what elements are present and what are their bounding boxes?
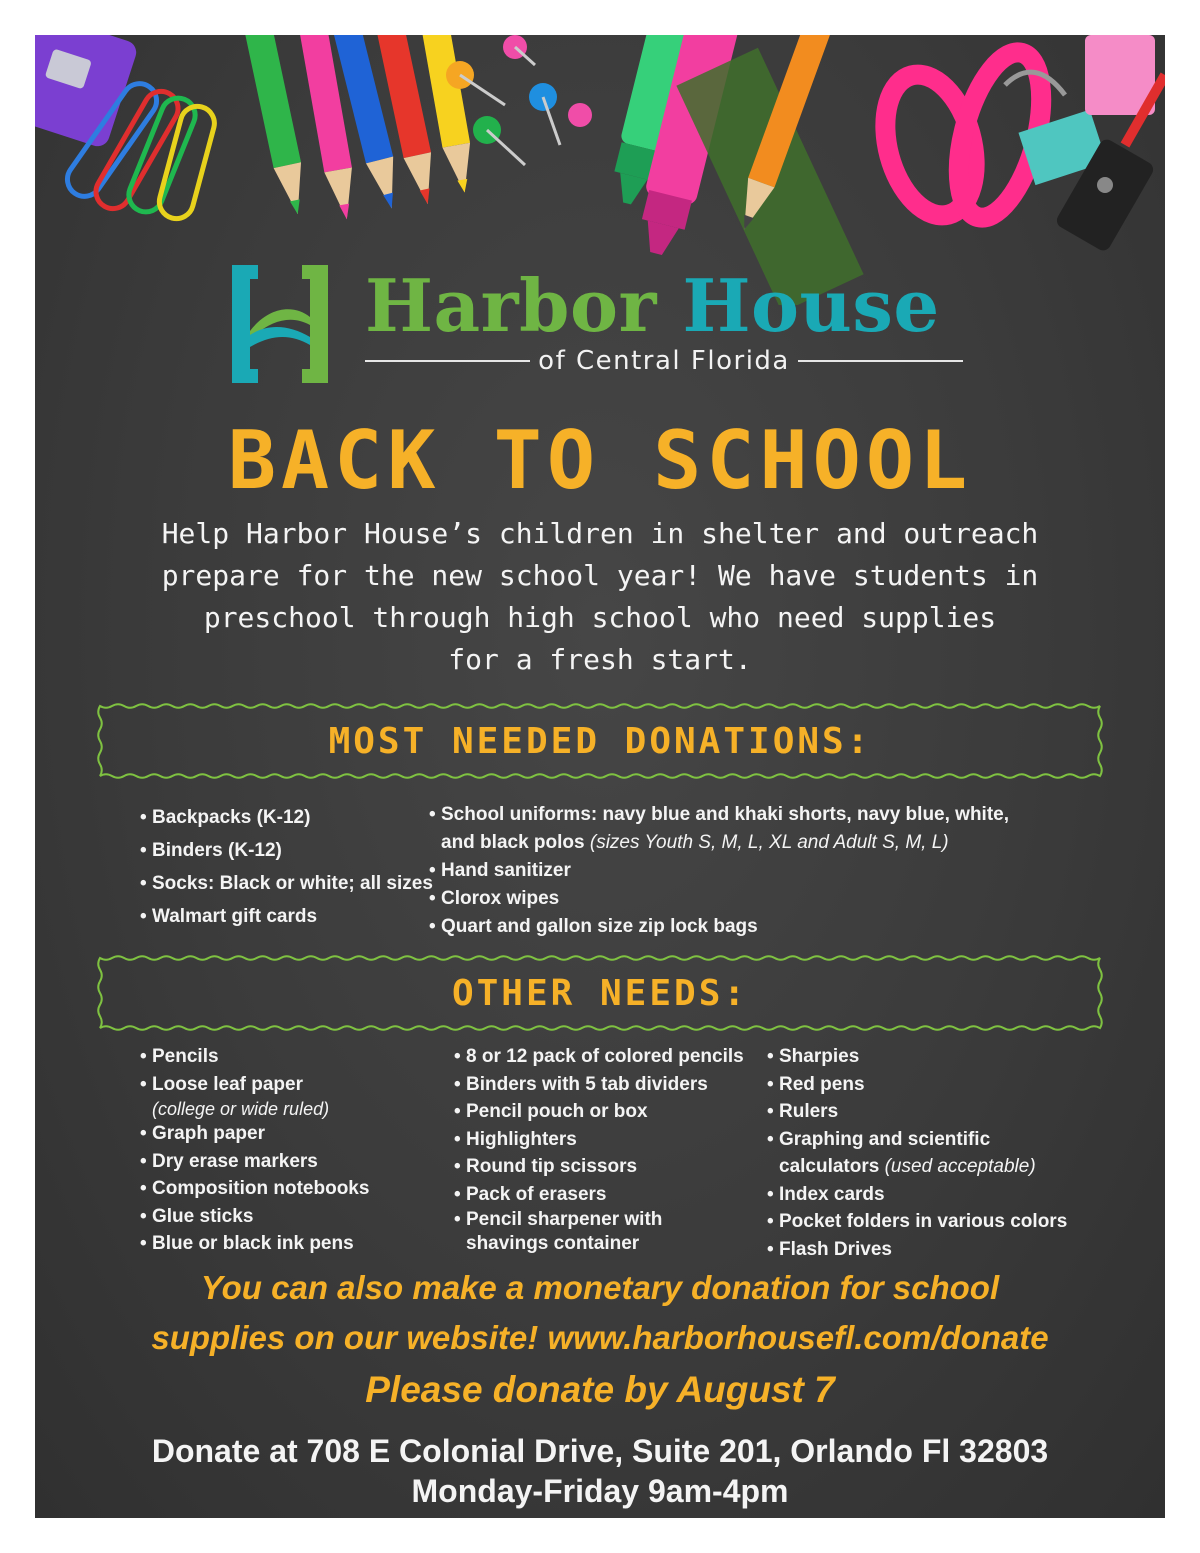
list-item: • Binders (K-12) — [140, 834, 433, 867]
list-item: • Pencil pouch or box — [454, 1098, 744, 1126]
calculators-line-1: Graphing and scientific — [779, 1128, 991, 1150]
list-item: • Graph paper — [140, 1120, 369, 1148]
harbor-house-logo-icon — [230, 265, 330, 383]
uniforms-line-1: School uniforms: navy blue and khaki shorts, navy blue, white, — [441, 804, 1010, 825]
org-name-harbor: Harbor — [365, 263, 657, 348]
list-item: • Round tip scissors — [454, 1153, 744, 1181]
list-item: • Socks: Black or white; all sizes — [140, 867, 433, 900]
promo-line-2: supplies on our website! www.harborhousefl.com/donate — [151, 1319, 1049, 1356]
most-needed-frame — [95, 701, 1105, 781]
intro-line-3: preschool through high school who need supplies — [203, 601, 997, 634]
organization-name — [365, 261, 940, 351]
list-item-calculators — [767, 1126, 1067, 1181]
uniforms-sizes-note: (sizes Youth S, M, L, XL and Adult S, M, L) — [589, 832, 949, 853]
list-item: • Hand sanitizer — [429, 857, 1009, 885]
intro-line-4: for a fresh start. — [448, 643, 752, 676]
list-item: • Flash Drives — [767, 1236, 1067, 1264]
other-needs-list-col1 — [140, 1043, 369, 1258]
monetary-donation-note — [35, 1263, 1165, 1363]
uniforms-line-2: and black polos — [441, 832, 585, 853]
colored-pencils-icon — [238, 35, 478, 222]
list-item: • Red pens — [767, 1071, 1067, 1099]
list-item: • Backpacks (K-12) — [140, 801, 433, 834]
sharpener-line-1: Pencil sharpener with — [466, 1209, 663, 1230]
org-name-house: House — [682, 263, 940, 348]
intro-line-1: Help Harbor House’s children in shelter and outreach — [161, 517, 1039, 550]
list-item: • Blue or black ink pens — [140, 1230, 369, 1258]
address-line-2: Monday-Friday 9am-4pm — [411, 1473, 789, 1509]
list-item-sharpener — [454, 1208, 744, 1256]
sharpener-line-2: shavings container — [466, 1233, 640, 1254]
subtitle-rule-right — [798, 360, 963, 362]
subtitle-text: of Central Florida — [538, 346, 790, 376]
list-item: • Quart and gallon size zip lock bags — [429, 913, 1009, 941]
intro-line-2: prepare for the new school year! We have students in — [161, 559, 1039, 592]
list-item: • Dry erase markers — [140, 1148, 369, 1176]
list-item: • Composition notebooks — [140, 1175, 369, 1203]
donation-deadline: Please donate by August 7 — [365, 1369, 835, 1410]
promo-line-1: You can also make a monetary donation for school — [200, 1269, 1000, 1306]
list-item: • Glue sticks — [140, 1203, 369, 1231]
other-needs-list-col3 — [767, 1043, 1067, 1263]
chalkboard-flyer — [35, 35, 1165, 1518]
list-item: • Index cards — [767, 1181, 1067, 1209]
list-item: • 8 or 12 pack of colored pencils — [454, 1043, 744, 1071]
list-item: • Binders with 5 tab dividers — [454, 1071, 744, 1099]
subtitle-rule-left — [365, 360, 530, 362]
loose-leaf-note: (college or wide ruled) — [152, 1099, 330, 1119]
most-needed-title: MOST NEEDED DONATIONS: — [328, 720, 872, 762]
calculators-note: (used acceptable) — [884, 1156, 1036, 1177]
most-needed-list-col2 — [429, 801, 1009, 941]
other-needs-list-col2 — [454, 1043, 744, 1256]
intro-text — [105, 513, 1095, 681]
calculators-line-2: calculators — [779, 1156, 880, 1177]
list-item: • Highlighters — [454, 1126, 744, 1154]
list-item-loose-leaf — [140, 1071, 369, 1121]
list-item: • Pencils — [140, 1043, 369, 1071]
most-needed-list-col1 — [140, 801, 433, 933]
headline: BACK TO SCHOOL — [227, 414, 973, 507]
list-item-uniforms — [429, 801, 1009, 857]
organization-subtitle — [365, 341, 963, 381]
list-item: • Clorox wipes — [429, 885, 1009, 913]
list-item: • Rulers — [767, 1098, 1067, 1126]
address-line-1: Donate at 708 E Colonial Drive, Suite 201, Orlando Fl 32803 — [151, 1433, 1049, 1469]
list-item: • Walmart gift cards — [140, 900, 433, 933]
list-item: • Pocket folders in various colors — [767, 1208, 1067, 1236]
list-item: • Sharpies — [767, 1043, 1067, 1071]
other-needs-title: OTHER NEEDS: — [451, 972, 749, 1014]
list-item: • Pack of erasers — [454, 1181, 744, 1209]
other-needs-frame — [95, 953, 1105, 1033]
loose-leaf-label: Loose leaf paper — [152, 1073, 303, 1095]
donation-address — [35, 1431, 1165, 1511]
